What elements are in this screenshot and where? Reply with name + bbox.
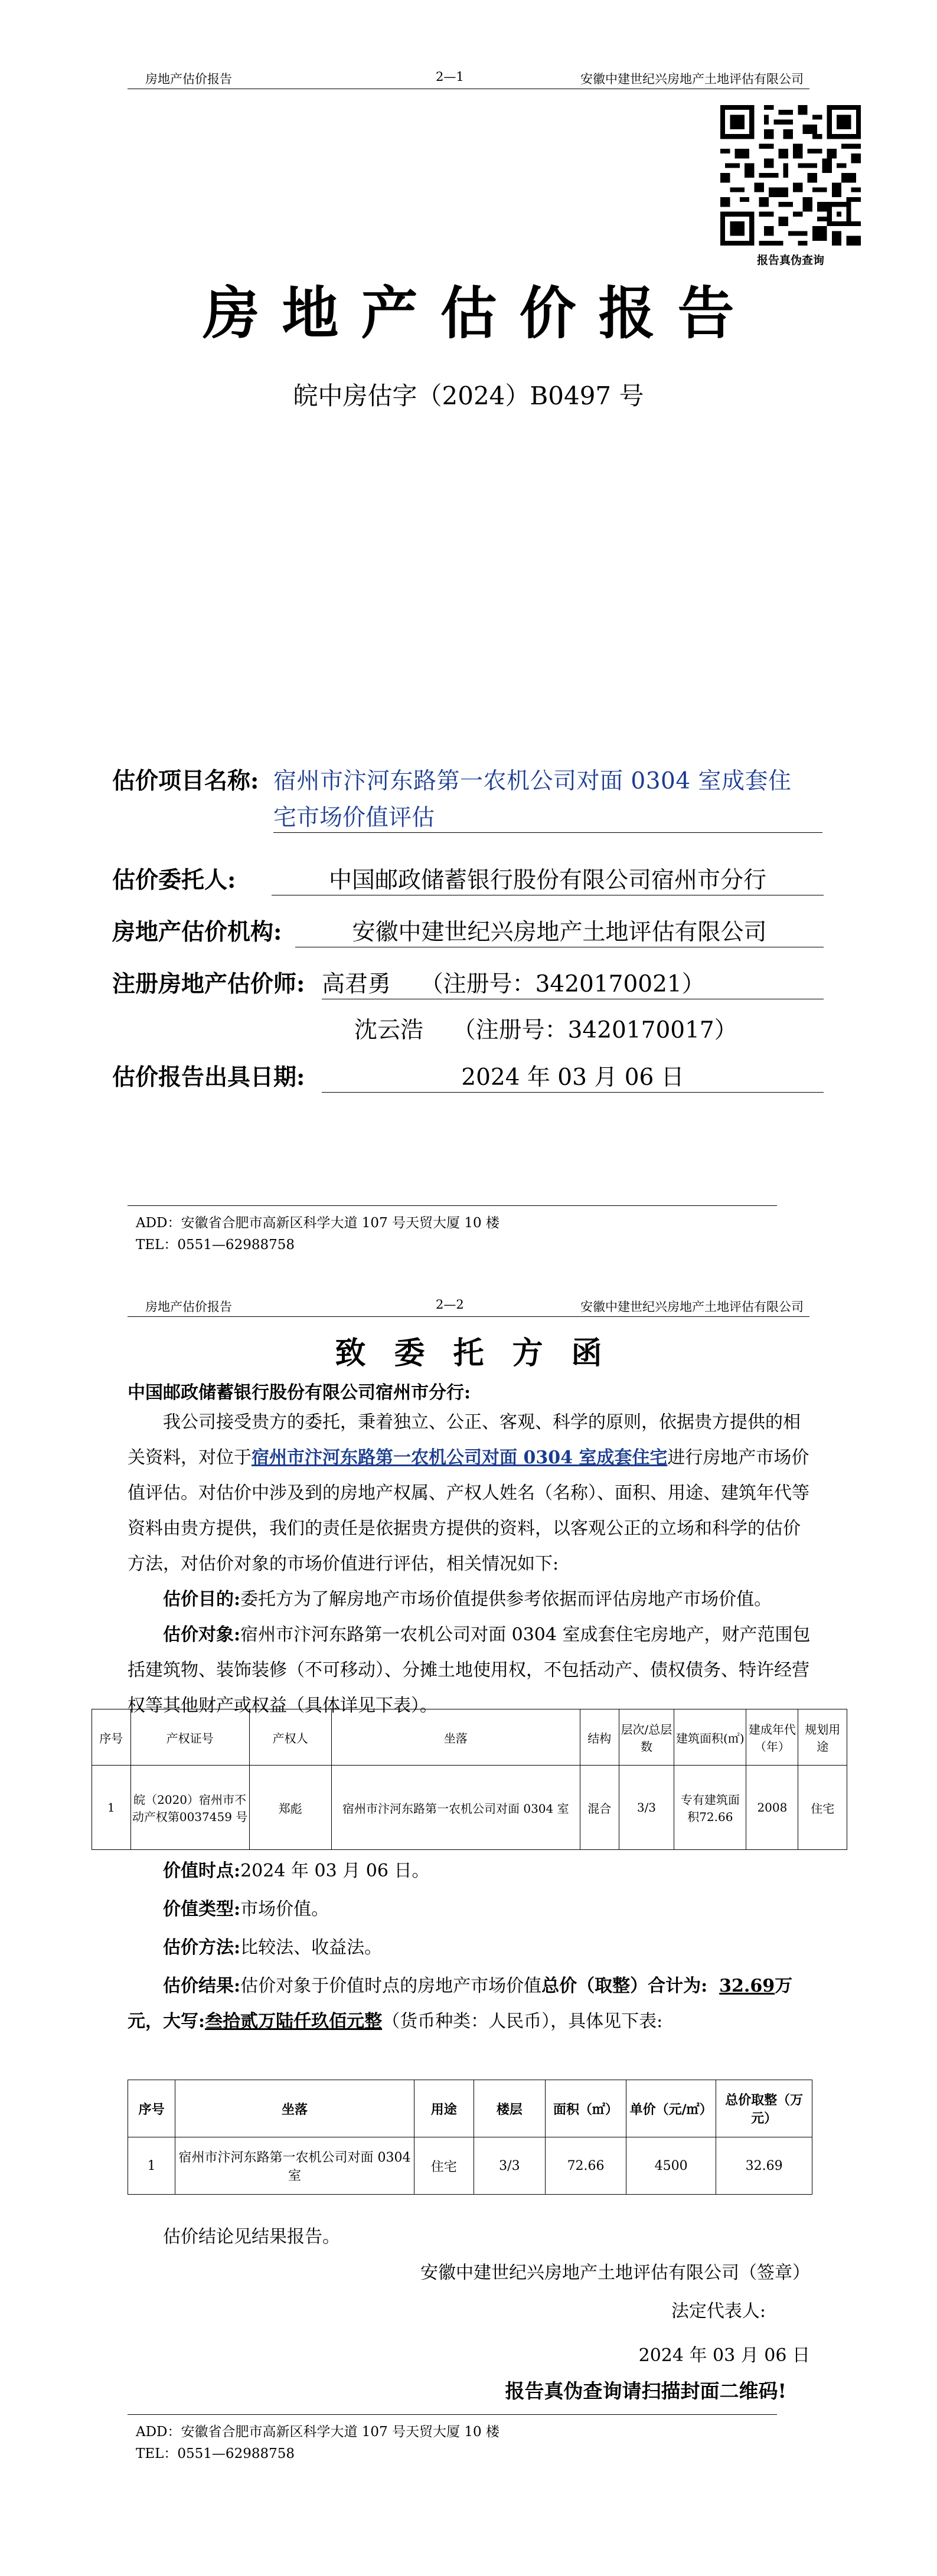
result-b: 总价（取整）合计为:	[541, 1976, 708, 1996]
legal-representative: 法定代表人:	[671, 2301, 766, 2322]
header-page-no: 2—2	[436, 1297, 464, 1312]
th-location: 坐落	[175, 2080, 414, 2137]
client-field	[112, 862, 827, 897]
sign-date: 2024 年 03 月 06 日	[638, 2345, 810, 2366]
cell-use: 住宅	[798, 1766, 847, 1850]
qr-caption: 报告真伪查询	[756, 254, 824, 267]
running-header	[128, 1293, 809, 1317]
cell-area: 专有建筑面积72.66	[674, 1766, 746, 1850]
issue-date-field	[112, 1059, 827, 1094]
project-name-line2: 宅市场价值评估	[273, 799, 822, 833]
cell-total: 32.69	[716, 2137, 812, 2195]
valuer-2: 沈云浩 （注册号：3420170017）	[354, 1017, 737, 1044]
qr-code-icon[interactable]	[720, 105, 861, 246]
page-footer	[128, 2414, 777, 2462]
valuer-1: 高君勇 （注册号：3420170021）	[322, 966, 824, 999]
cell-price: 4500	[626, 2137, 716, 2195]
value-type-para	[128, 1892, 812, 1927]
cell-floor: 3/3	[474, 2137, 545, 2195]
cell-use: 住宅	[414, 2137, 474, 2195]
cell-structure: 混合	[580, 1766, 619, 1850]
footer-divider	[128, 1205, 777, 1206]
footer-address: ADD：安徽省合肥市高新区科学大道 107 号天贸大厦 10 楼	[136, 2424, 499, 2440]
th-use: 用途	[414, 2080, 474, 2137]
th-year: 建成年代（年）	[746, 1709, 798, 1766]
purpose-label: 估价目的:	[163, 1589, 241, 1610]
time-text: 2024 年 03 月 06 日。	[240, 1861, 430, 1881]
result-amount: 32.69	[719, 1976, 775, 1996]
th-price: 单价（元/㎡）	[626, 2080, 716, 2137]
letter-title: 致委托方函	[335, 1335, 631, 1371]
cell-owner: 郑彪	[249, 1766, 331, 1850]
th-location: 坐落	[331, 1709, 580, 1766]
para1-address: 宿州市汴河东路第一农机公司对面 0304 室成套住宅	[252, 1447, 668, 1468]
cell-no: 1	[128, 2137, 175, 2195]
header-page-no: 2—1	[436, 70, 464, 84]
report-number: 皖中房估字（2024）B0497 号	[293, 381, 644, 410]
type-label: 价值类型:	[163, 1899, 241, 1920]
result-label: 估价结果:	[163, 1976, 241, 1996]
para1-a: 我公司接受贵方的委托，秉着独立、公正、客观、科学的原则，依据贵方提供的相关资料，对位于	[128, 1412, 801, 1468]
result-table-header	[128, 2080, 812, 2137]
footer-tel: TEL：0551—62988758	[136, 1237, 295, 1253]
result-d: （货币种类：人民币），具体见下表:	[382, 2011, 663, 2032]
th-total: 总价取整（万元）	[716, 2080, 812, 2137]
result-upper: 叁拾贰万陆仟玖佰元整	[205, 2011, 383, 2032]
client-label: 估价委托人:	[112, 867, 236, 894]
header-right: 安徽中建世纪兴房地产土地评估有限公司	[580, 1300, 804, 1314]
header-left: 房地产估价报告	[145, 72, 232, 86]
result-para	[128, 1969, 812, 2039]
time-label: 价值时点:	[163, 1861, 241, 1881]
property-table-header	[92, 1709, 847, 1766]
org-value: 安徽中建世纪兴房地产土地评估有限公司	[295, 914, 824, 947]
page-footer	[128, 1205, 777, 1253]
cell-location: 宿州市汴河东路第一农机公司对面 0304 室	[175, 2137, 414, 2195]
valuer-field	[112, 966, 827, 1054]
cell-year: 2008	[746, 1766, 798, 1850]
type-text: 市场价值。	[240, 1899, 329, 1920]
th-area: 建筑面积(㎡)	[674, 1709, 746, 1766]
property-table	[92, 1709, 847, 1850]
method-para	[128, 1930, 812, 1966]
issue-date-label: 估价报告出具日期:	[112, 1064, 305, 1091]
result-table	[128, 2080, 812, 2195]
org-field	[112, 914, 827, 949]
th-cert: 产权证号	[130, 1709, 249, 1766]
valuer-label: 注册房地产估价师:	[112, 970, 305, 998]
cell-cert: 皖（2020）宿州市不动产权第0037459 号	[130, 1766, 249, 1850]
header-left: 房地产估价报告	[145, 1300, 232, 1314]
th-no: 序号	[128, 2080, 175, 2137]
th-owner: 产权人	[249, 1709, 331, 1766]
letter-page	[0, 1278, 937, 2576]
letter-recipient: 中国邮政储蓄银行股份有限公司宿州市分行:	[128, 1382, 471, 1403]
report-title: 房地产估价报告	[203, 280, 757, 346]
cell-floor: 3/3	[619, 1766, 674, 1850]
company-signature: 安徽中建世纪兴房地产土地评估有限公司（签章）	[420, 2263, 810, 2283]
org-label: 房地产估价机构:	[112, 918, 282, 946]
header-right: 安徽中建世纪兴房地产土地评估有限公司	[580, 72, 804, 86]
cover-page	[0, 0, 937, 1278]
method-label: 估价方法:	[163, 1937, 241, 1958]
th-floor: 层次/总层数	[619, 1709, 674, 1766]
footer-address: ADD：安徽省合肥市高新区科学大道 107 号天贸大厦 10 楼	[136, 1215, 499, 1231]
value-time-para	[128, 1853, 812, 1889]
client-value: 中国邮政储蓄银行股份有限公司宿州市分行	[272, 862, 824, 895]
result-a: 估价对象于价值时点的房地产市场价值	[240, 1976, 542, 1996]
para1-b: 进行房地产市场价值评估。对估价中涉及到的房地产权属、产权人姓名（名称）、面积、用途、建筑年代等资料由贵方提供，我们的责任是依据贵方提供的资料，以客观公正的立场和科学的估价方法，对估价对象的市场价值进行评估，相关情况如下:	[128, 1447, 809, 1574]
th-area: 面积（㎡）	[546, 2080, 626, 2137]
object-label: 估价对象:	[163, 1624, 241, 1645]
th-use: 规划用途	[798, 1709, 847, 1766]
th-floor: 楼层	[474, 2080, 545, 2137]
footer-divider	[128, 2414, 777, 2415]
running-header	[128, 65, 809, 89]
project-name-field	[112, 763, 827, 833]
conclusion-para: 估价结论见结果报告。	[163, 2227, 340, 2247]
result-c: 万元，大写:	[128, 1976, 793, 2032]
purpose-para	[128, 1582, 812, 1617]
cell-area: 72.66	[546, 2137, 626, 2195]
project-name-line1: 宿州市汴河东路第一农机公司对面 0304 室成套住	[273, 768, 792, 795]
th-no: 序号	[92, 1709, 131, 1766]
issue-date-value: 2024 年 03 月 06 日	[322, 1059, 824, 1093]
th-structure: 结构	[580, 1709, 619, 1766]
verify-note: 报告真伪查询请扫描封面二维码!	[505, 2379, 786, 2402]
object-text: 宿州市汴河东路第一农机公司对面 0304 室成套住宅房地产，财产范围包括建筑物、装饰装修（不可移动）、分摊土地使用权，不包括动产、债权债务、特许经营权等其他财产或权益（具体详见下表）。	[128, 1624, 811, 1716]
letter-para1	[128, 1405, 812, 1582]
table-row	[92, 1766, 847, 1850]
cell-location: 宿州市汴河东路第一农机公司对面 0304 室	[331, 1766, 580, 1850]
cell-no: 1	[92, 1766, 131, 1850]
table-row	[128, 2137, 812, 2195]
project-name-label: 估价项目名称:	[112, 767, 259, 795]
object-para	[128, 1617, 812, 1724]
purpose-text: 委托方为了解房地产市场价值提供参考依据而评估房地产市场价值。	[240, 1589, 772, 1610]
footer-tel: TEL：0551—62988758	[136, 2446, 295, 2461]
method-text: 比较法、收益法。	[240, 1937, 383, 1958]
